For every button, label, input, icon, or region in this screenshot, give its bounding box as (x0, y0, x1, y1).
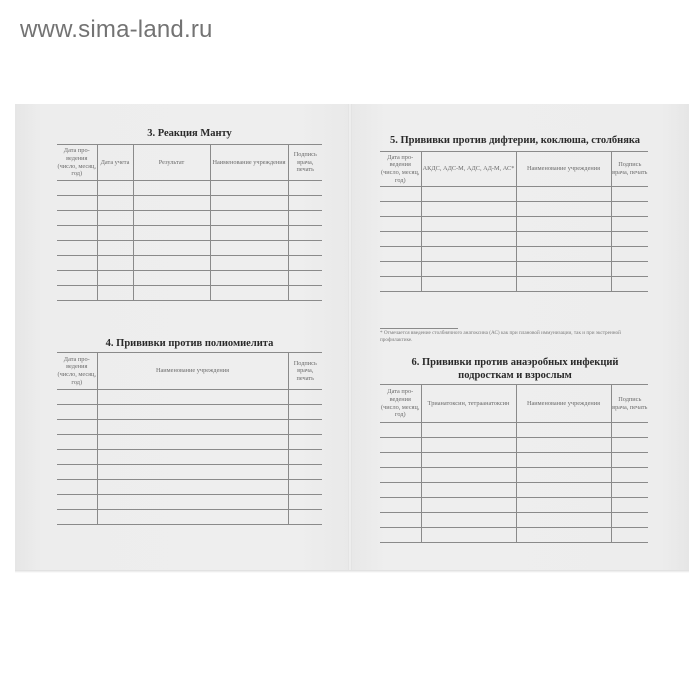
table-row (380, 232, 648, 247)
blank-cell (611, 438, 648, 453)
blank-cell (288, 271, 322, 286)
table-row (57, 226, 322, 241)
col-header-date: Дата про-ведения (число, месяц, год) (57, 145, 97, 181)
blank-cell (421, 423, 516, 438)
col-header-vaccine: АКДС, АДС-М, АДС, АД-М, АС* (421, 152, 516, 187)
blank-cell (611, 528, 648, 543)
table-row (57, 495, 322, 510)
blank-cell (57, 226, 97, 241)
blank-cell (421, 528, 516, 543)
blank-cell (611, 202, 648, 217)
book-spine (348, 104, 352, 570)
blank-cell (57, 405, 97, 420)
blank-cell (611, 232, 648, 247)
blank-cell (57, 390, 97, 405)
blank-cell (57, 465, 97, 480)
blank-cell (380, 247, 421, 262)
blank-cell (133, 181, 210, 196)
blank-cell (516, 438, 611, 453)
section5-title: 5. Прививки против дифтерии, коклюша, столбняка (389, 135, 641, 146)
blank-cell (611, 468, 648, 483)
blank-cell (288, 480, 322, 495)
blank-cell (97, 390, 288, 405)
blank-cell (421, 217, 516, 232)
blank-cell (210, 181, 288, 196)
blank-cell (421, 438, 516, 453)
blank-cell (57, 181, 97, 196)
section6-title-line1: 6. Прививки против анаэробных инфекций (411, 357, 619, 368)
blank-cell (97, 480, 288, 495)
blank-cell (380, 217, 421, 232)
blank-cell (421, 247, 516, 262)
blank-cell (516, 498, 611, 513)
blank-cell (57, 241, 97, 256)
blank-cell (611, 423, 648, 438)
blank-cell (288, 510, 322, 525)
blank-cell (516, 232, 611, 247)
blank-cell (421, 468, 516, 483)
blank-cell (516, 187, 611, 202)
col-header-institution: Наименование учреждения (516, 385, 611, 423)
anaerobic-infections-table (380, 384, 648, 543)
blank-cell (210, 211, 288, 226)
blank-cell (210, 226, 288, 241)
blank-cell (288, 181, 322, 196)
blank-cell (97, 181, 133, 196)
footnote-text: * Отмечается введение столбнячного анатоксина (АС) как при плановой иммунизации, так и при экстренной профилактике. (380, 330, 621, 343)
col-header-signature: Подпись врача, печать (288, 353, 322, 390)
blank-cell (57, 450, 97, 465)
section4-title: 4. Прививки против полиомиелита (105, 338, 274, 349)
table-row (380, 277, 648, 292)
table-row (380, 423, 648, 438)
blank-cell (380, 262, 421, 277)
blank-cell (380, 423, 421, 438)
blank-cell (288, 211, 322, 226)
blank-cell (516, 202, 611, 217)
blank-cell (288, 196, 322, 211)
blank-cell (133, 286, 210, 301)
blank-cell (380, 468, 421, 483)
blank-cell (421, 187, 516, 202)
blank-cell (516, 483, 611, 498)
blank-cell (421, 453, 516, 468)
col-header-date: Дата про-ведения (число, месяц, год) (380, 152, 421, 187)
blank-cell (97, 196, 133, 211)
blank-cell (611, 262, 648, 277)
blank-cell (288, 435, 322, 450)
section6-title-line2: подросткам и взрослым (458, 370, 572, 381)
blank-cell (97, 450, 288, 465)
table-row (380, 217, 648, 232)
blank-cell (57, 495, 97, 510)
section3-title: 3. Реакция Манту (147, 128, 232, 139)
blank-cell (516, 423, 611, 438)
table-row (57, 271, 322, 286)
blank-cell (611, 217, 648, 232)
table-row (57, 181, 322, 196)
col-header-check-date: Дата учета (97, 145, 133, 181)
blank-cell (380, 528, 421, 543)
blank-cell (516, 262, 611, 277)
blank-cell (380, 232, 421, 247)
table-row (380, 468, 648, 483)
blank-cell (421, 483, 516, 498)
blank-cell (421, 513, 516, 528)
blank-cell (97, 211, 133, 226)
blank-cell (133, 241, 210, 256)
blank-cell (288, 390, 322, 405)
col-header-date: Дата про-ведения (число, месяц, год) (380, 385, 421, 423)
blank-cell (380, 202, 421, 217)
blank-cell (97, 286, 133, 301)
blank-cell (288, 256, 322, 271)
blank-cell (288, 495, 322, 510)
blank-cell (57, 420, 97, 435)
blank-cell (516, 528, 611, 543)
blank-cell (97, 435, 288, 450)
blank-cell (516, 513, 611, 528)
blank-cell (57, 256, 97, 271)
blank-cell (57, 271, 97, 286)
blank-cell (611, 247, 648, 262)
col-header-institution: Наименование учреждения (97, 353, 288, 390)
table-row (57, 420, 322, 435)
blank-cell (57, 480, 97, 495)
blank-cell (288, 465, 322, 480)
blank-cell (288, 405, 322, 420)
blank-cell (380, 453, 421, 468)
table-row (57, 465, 322, 480)
blank-cell (133, 226, 210, 241)
blank-cell (288, 226, 322, 241)
table-row (380, 513, 648, 528)
blank-cell (421, 277, 516, 292)
table-row (380, 202, 648, 217)
blank-cell (516, 277, 611, 292)
blank-cell (421, 202, 516, 217)
table-row (57, 510, 322, 525)
blank-cell (380, 438, 421, 453)
table-row (380, 262, 648, 277)
mantoux-table (57, 144, 322, 301)
blank-cell (611, 498, 648, 513)
page-shadow (15, 570, 689, 573)
blank-cell (611, 187, 648, 202)
table-row (380, 187, 648, 202)
blank-cell (210, 271, 288, 286)
blank-cell (421, 232, 516, 247)
blank-cell (57, 286, 97, 301)
blank-cell (210, 286, 288, 301)
blank-cell (97, 495, 288, 510)
blank-cell (288, 241, 322, 256)
polio-table (57, 352, 322, 525)
blank-cell (380, 187, 421, 202)
blank-cell (97, 405, 288, 420)
table-row (57, 480, 322, 495)
blank-cell (421, 498, 516, 513)
site-watermark: www.sima-land.ru (20, 16, 213, 43)
blank-cell (133, 271, 210, 286)
blank-cell (210, 241, 288, 256)
blank-cell (288, 286, 322, 301)
table-row (57, 211, 322, 226)
blank-cell (210, 196, 288, 211)
table-row (57, 196, 322, 211)
blank-cell (57, 510, 97, 525)
blank-cell (611, 513, 648, 528)
table-row (57, 405, 322, 420)
blank-cell (97, 256, 133, 271)
blank-cell (288, 450, 322, 465)
col-header-result: Результат (133, 145, 210, 181)
table-row (380, 528, 648, 543)
blank-cell (380, 483, 421, 498)
col-header-signature: Подпись врача, печать (611, 152, 648, 187)
table-row (57, 256, 322, 271)
table-row (57, 241, 322, 256)
blank-cell (611, 483, 648, 498)
blank-cell (380, 277, 421, 292)
dtp-table (380, 151, 648, 292)
footnote-divider (380, 328, 458, 329)
table-row (57, 286, 322, 301)
blank-cell (516, 468, 611, 483)
blank-cell (97, 420, 288, 435)
blank-cell (611, 277, 648, 292)
blank-cell (97, 510, 288, 525)
table-row (380, 438, 648, 453)
col-header-signature: Подпись врача, печать (611, 385, 648, 423)
blank-cell (97, 271, 133, 286)
table-row (380, 247, 648, 262)
table-row (57, 450, 322, 465)
col-header-date: Дата про-ведения (число, месяц, год) (57, 353, 97, 390)
blank-cell (210, 256, 288, 271)
table-row (380, 483, 648, 498)
table-row (57, 390, 322, 405)
col-header-institution: Наименование учреждения (516, 152, 611, 187)
table-row (380, 453, 648, 468)
blank-cell (57, 211, 97, 226)
blank-cell (516, 217, 611, 232)
blank-cell (133, 256, 210, 271)
col-header-institution: Наименование учреждения (210, 145, 288, 181)
blank-cell (133, 196, 210, 211)
table-row (57, 435, 322, 450)
blank-cell (133, 211, 210, 226)
blank-cell (611, 453, 648, 468)
table-row (380, 498, 648, 513)
blank-cell (516, 453, 611, 468)
blank-cell (97, 241, 133, 256)
blank-cell (421, 262, 516, 277)
blank-cell (288, 420, 322, 435)
blank-cell (97, 226, 133, 241)
blank-cell (380, 513, 421, 528)
blank-cell (97, 465, 288, 480)
blank-cell (57, 196, 97, 211)
col-header-toxoid: Трианатоксин, тетраанатоксин (421, 385, 516, 423)
section6-title (370, 356, 660, 382)
blank-cell (516, 247, 611, 262)
blank-cell (380, 498, 421, 513)
col-header-signature: Подпись врача, печать (288, 145, 322, 181)
blank-cell (57, 435, 97, 450)
